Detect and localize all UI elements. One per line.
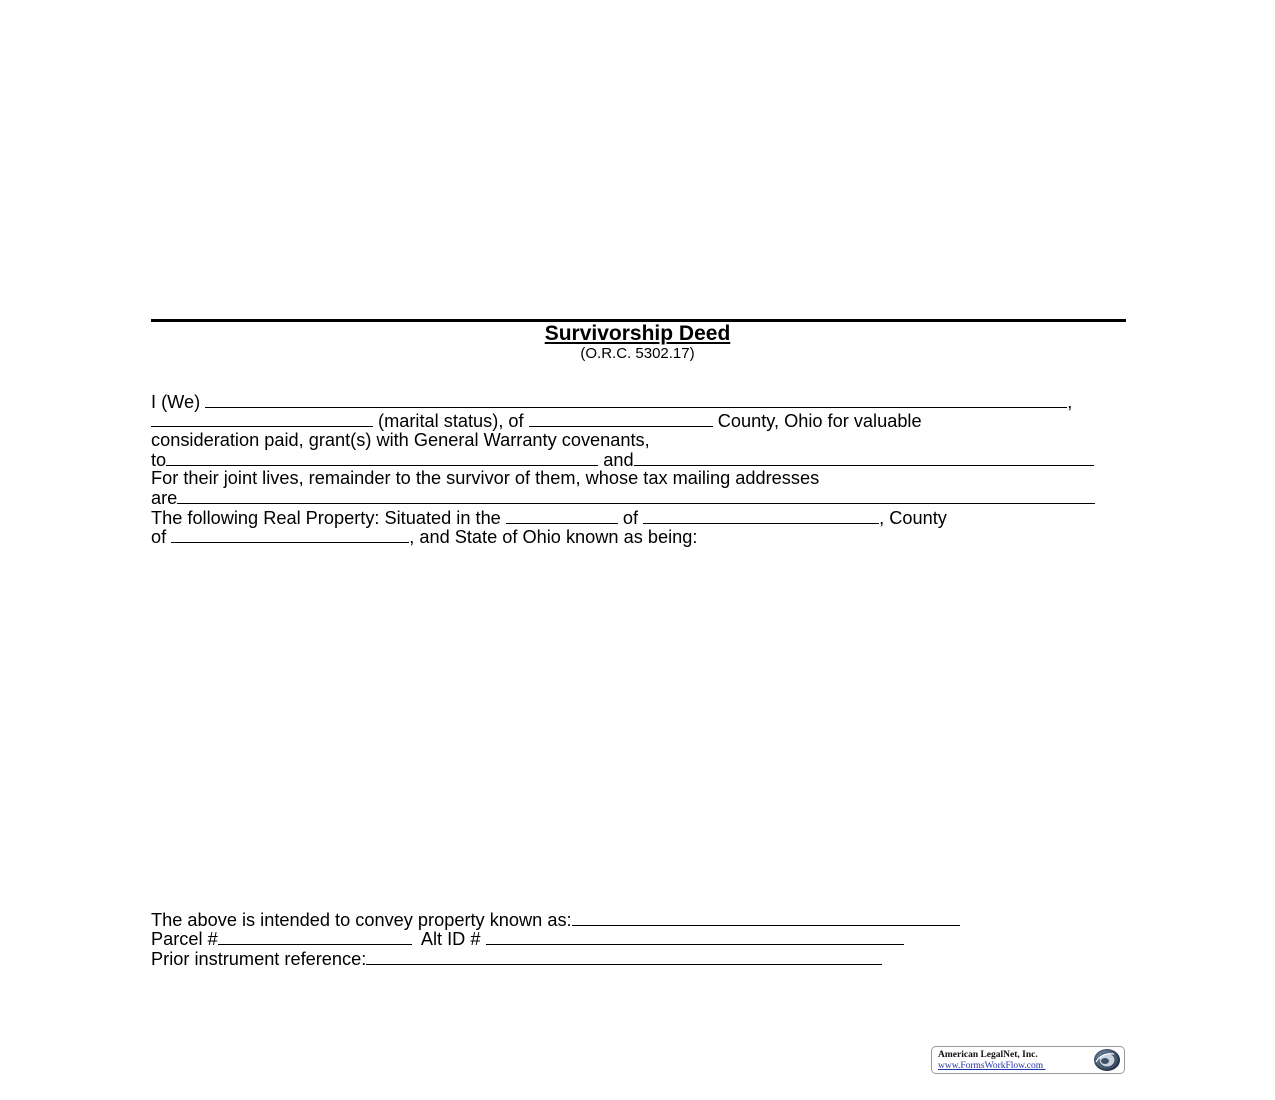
- county-label: , County: [879, 507, 947, 528]
- property-reference-block: [151, 910, 1131, 968]
- known-as-line: [151, 910, 1131, 929]
- of-county-label: of: [151, 527, 172, 548]
- document-title-text: Survivorship Deed: [544, 322, 731, 345]
- grantee-1-field[interactable]: [166, 450, 598, 466]
- parcel-label: Parcel #: [151, 929, 218, 950]
- of-label: of: [617, 507, 644, 528]
- body-line-1: [151, 392, 1131, 411]
- grantee-2-field[interactable]: [634, 450, 1094, 466]
- logo-company-name: American LegalNet, Inc.: [938, 1050, 1038, 1060]
- prior-instrument-label: Prior instrument reference:: [151, 948, 367, 969]
- body-line-6: [151, 488, 1131, 507]
- body-line-2: [151, 411, 1131, 430]
- parcel-number-field[interactable]: [218, 929, 412, 945]
- body-line-8: [151, 527, 1131, 546]
- grantor-label: I (We): [151, 392, 206, 412]
- parcel-line: [151, 929, 1131, 948]
- grantor-county-field[interactable]: [529, 411, 713, 427]
- american-legalnet-logo[interactable]: [931, 1046, 1125, 1074]
- deed-body: [151, 392, 1131, 546]
- to-label: to: [151, 449, 167, 470]
- body-line-4: [151, 450, 1131, 469]
- comma-text: ,: [1067, 392, 1073, 412]
- property-county-field[interactable]: [171, 527, 409, 543]
- prior-instrument-line: [151, 949, 1131, 968]
- property-known-as-field[interactable]: [572, 910, 960, 926]
- document-title: [0, 322, 1275, 346]
- and-label: and: [598, 449, 634, 470]
- body-line-5: For their joint lives, remainder to the survivor of them, whose tax mailing addresses: [151, 468, 820, 489]
- marital-status-field[interactable]: [151, 411, 373, 427]
- municipality-type-field[interactable]: [506, 508, 618, 524]
- grantor-names-field[interactable]: [205, 392, 1067, 408]
- municipality-name-field[interactable]: [643, 508, 879, 524]
- document-subtitle: (O.R.C. 5302.17): [580, 345, 695, 362]
- state-of-ohio-label: , and State of Ohio known as being:: [409, 527, 698, 548]
- alt-id-field[interactable]: [486, 929, 904, 945]
- body-line-7: [151, 508, 1131, 527]
- real-property-label: The following Real Property: Situated in the: [151, 507, 506, 528]
- marital-status-label: (marital status), of: [373, 411, 529, 432]
- county-ohio-label: County, Ohio for valuable: [712, 411, 922, 432]
- logo-url-link[interactable]: www.FormsWorkFlow.com: [938, 1061, 1046, 1071]
- body-line-3: consideration paid, grant(s) with General Warranty covenants,: [151, 429, 650, 450]
- tax-mailing-address-field[interactable]: [177, 488, 1095, 504]
- are-label: are: [151, 488, 178, 509]
- prior-instrument-field[interactable]: [366, 949, 882, 965]
- globe-icon: [1088, 1048, 1122, 1072]
- known-as-label: The above is intended to convey property known as:: [151, 910, 572, 930]
- alt-id-label: Alt ID #: [411, 929, 486, 950]
